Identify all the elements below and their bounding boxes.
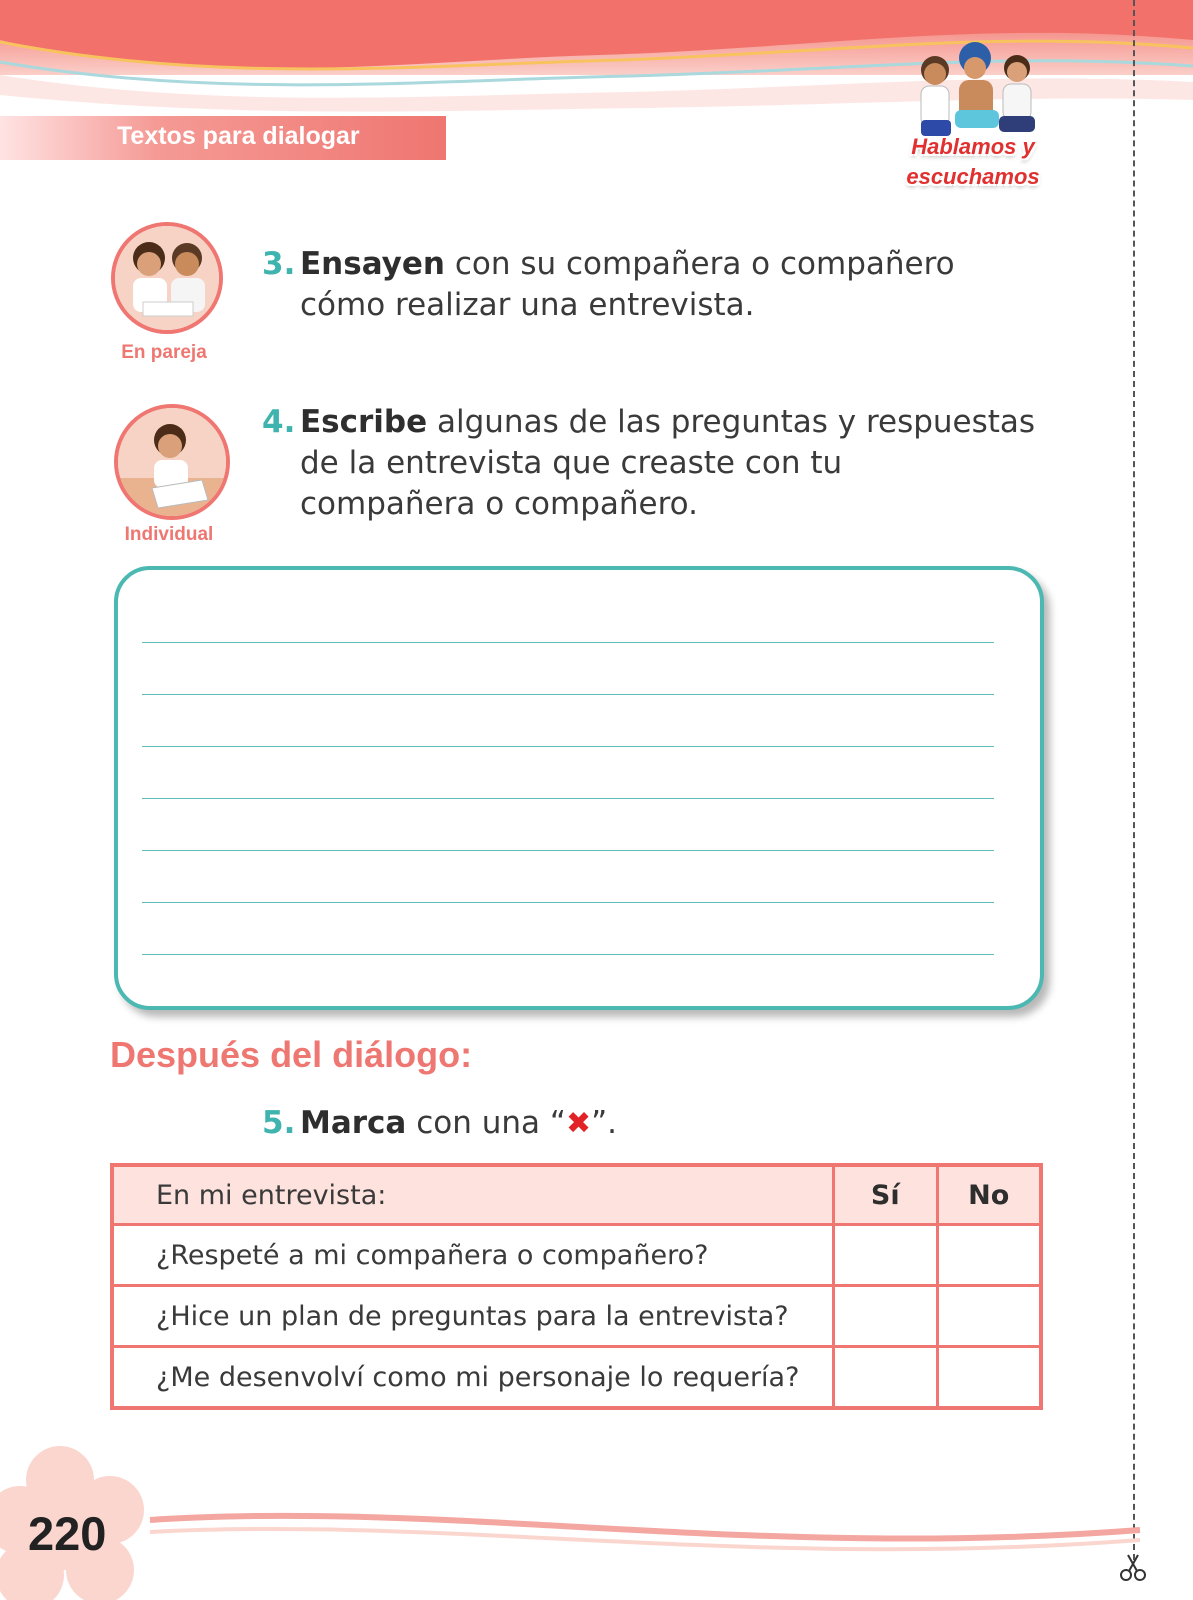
table-question: ¿Hice un plan de preguntas para la entrevista?	[112, 1286, 834, 1347]
no-checkbox-cell[interactable]	[937, 1225, 1041, 1286]
table-question: ¿Me desenvolví como mi personaje lo requería?	[112, 1347, 834, 1409]
cut-line	[1133, 0, 1135, 1560]
individual-work-icon	[114, 404, 230, 520]
writing-area[interactable]	[114, 566, 1044, 1010]
task-text: con su compañera o compañero	[444, 246, 955, 282]
yes-checkbox-cell[interactable]	[834, 1225, 937, 1286]
task-4	[262, 402, 1035, 525]
yes-checkbox-cell[interactable]	[834, 1286, 937, 1347]
task-number: 3.	[262, 246, 296, 282]
table-row	[112, 1286, 1041, 1347]
task-number: 5.	[262, 1105, 296, 1141]
table-header-no: No	[937, 1165, 1041, 1225]
table-header-row	[112, 1165, 1041, 1225]
writing-line[interactable]	[142, 954, 994, 955]
badge-line-1: Hablamos y	[911, 134, 1035, 159]
writing-line[interactable]	[142, 798, 994, 799]
task-5	[262, 1103, 617, 1144]
section-heading: Después del diálogo:	[110, 1034, 473, 1075]
self-check-table	[110, 1163, 1043, 1410]
writing-line[interactable]	[142, 694, 994, 695]
table-header-question: En mi entrevista:	[112, 1165, 834, 1225]
task-verb: Marca	[300, 1105, 407, 1141]
task-text-line-2: cómo realizar una entrevista.	[300, 287, 755, 323]
task-text-end: ”.	[591, 1105, 617, 1141]
individual-work-label: Individual	[124, 524, 214, 545]
table-header-yes: Sí	[834, 1165, 937, 1225]
table-question: ¿Respeté a mi compañera o compañero?	[112, 1225, 834, 1286]
yes-checkbox-cell[interactable]	[834, 1347, 937, 1409]
footer-flower-decoration	[0, 1440, 1193, 1600]
section-tab	[0, 116, 446, 160]
task-verb: Escribe	[300, 404, 428, 440]
writing-line[interactable]	[142, 746, 994, 747]
task-3	[262, 244, 955, 326]
section-title: Textos para dialogar	[117, 122, 360, 150]
writing-line[interactable]	[142, 642, 994, 643]
task-text-line-2: de la entrevista que creaste con tu	[300, 445, 843, 481]
table-row	[112, 1225, 1041, 1286]
x-mark-icon: ✖	[565, 1106, 592, 1141]
task-text-line-3: compañera o compañero.	[300, 486, 698, 522]
no-checkbox-cell[interactable]	[937, 1347, 1041, 1409]
table-row	[112, 1347, 1041, 1409]
task-text: algunas de las preguntas y respuestas	[427, 404, 1036, 440]
badge-line-2: escuchamos	[906, 164, 1040, 189]
page-number: 220	[28, 1507, 107, 1560]
task-text: con una “	[406, 1105, 566, 1141]
no-checkbox-cell[interactable]	[937, 1286, 1041, 1347]
pair-work-label: En pareja	[121, 342, 207, 363]
pair-work-icon	[111, 222, 223, 334]
badge-label	[893, 132, 1053, 192]
writing-line[interactable]	[142, 902, 994, 903]
task-verb: Ensayen	[300, 246, 445, 282]
task-number: 4.	[262, 404, 296, 440]
writing-line[interactable]	[142, 850, 994, 851]
